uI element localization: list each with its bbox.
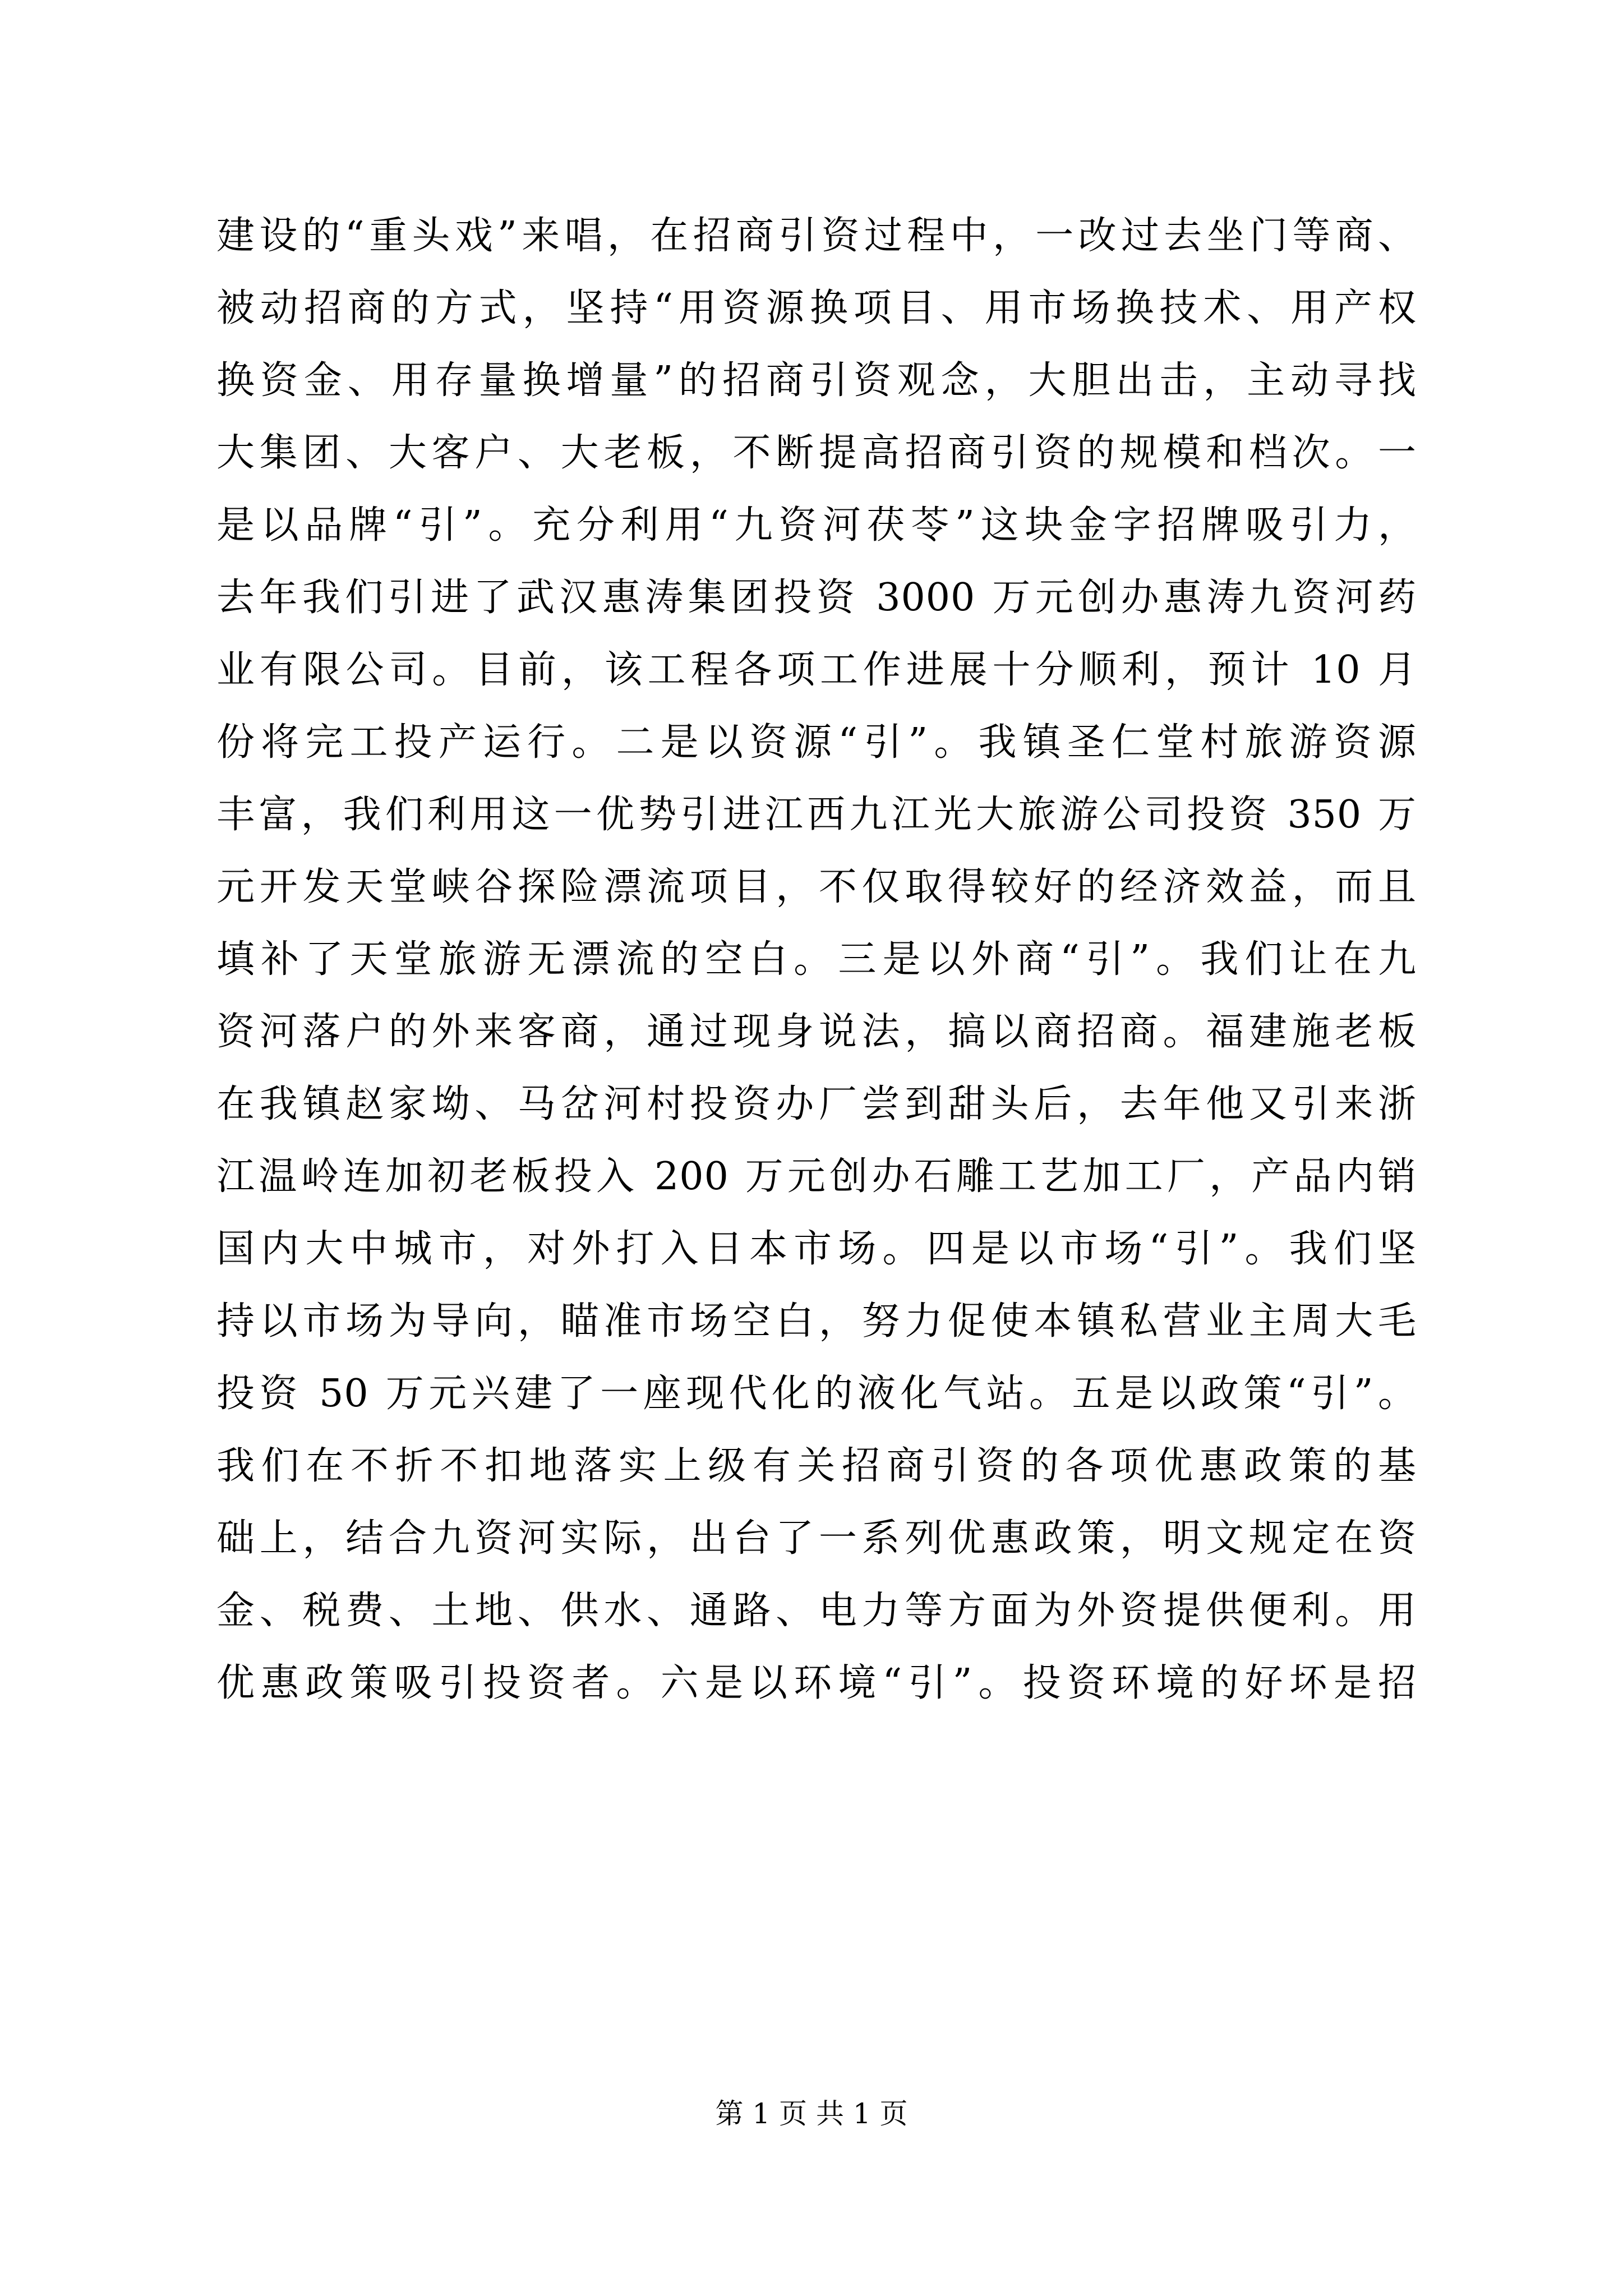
text-line: 江温岭连加初老板投入 200 万元创办石雕工艺加工厂，产品内销 <box>216 1154 1417 1199</box>
text-line: 被动招商的方式，坚持“用资源换项目、用市场换技术、用产权 <box>216 286 1417 330</box>
text-line: 大集团、大客户、大老板，不断提高招商引资的规模和档次。一 <box>216 431 1417 475</box>
text-line: 业有限公司。目前，该工程各项工作进展十分顺利，预计 10 月 <box>216 648 1417 692</box>
text-line: 建设的“重头戏”来唱，在招商引资过程中，一改过去坐门等商、 <box>216 214 1417 258</box>
text-line: 是以品牌“引”。充分利用“九资河茯苓”这块金字招牌吸引力， <box>216 503 1417 547</box>
text-line: 份将完工投产运行。二是以资源“引”。我镇圣仁堂村旅游资源 <box>216 720 1417 765</box>
text-line: 持以市场为导向，瞄准市场空白，努力促使本镇私营业主周大毛 <box>216 1299 1417 1343</box>
body-text <box>216 200 1417 1719</box>
page-footer: 第 1 页 共 1 页 <box>715 2097 908 2130</box>
text-line: 础上，结合九资河实际，出台了一系列优惠政策，明文规定在资 <box>216 1516 1417 1561</box>
text-line: 元开发天堂峡谷探险漂流项目，不仅取得较好的经济效益，而且 <box>216 865 1417 909</box>
text-line: 资河落户的外来客商，通过现身说法，搞以商招商。福建施老板 <box>216 1010 1417 1054</box>
text-line: 在我镇赵家坳、马岔河村投资办厂尝到甜头后，去年他又引来浙 <box>216 1082 1417 1126</box>
text-line: 优惠政策吸引投资者。六是以环境“引”。投资环境的好坏是招 <box>216 1661 1417 1705</box>
text-line: 我们在不折不扣地落实上级有关招商引资的各项优惠政策的基 <box>216 1444 1417 1488</box>
text-line: 去年我们引进了武汉惠涛集团投资 3000 万元创办惠涛九资河药 <box>216 576 1417 620</box>
text-line: 填补了天堂旅游无漂流的空白。三是以外商“引”。我们让在九 <box>216 937 1417 982</box>
text-line: 丰富，我们利用这一优势引进江西九江光大旅游公司投资 350 万 <box>216 793 1417 837</box>
text-line: 金、税费、土地、供水、通路、电力等方面为外资提供便利。用 <box>216 1589 1417 1633</box>
text-line: 投资 50 万元兴建了一座现代化的液化气站。五是以政策“引”。 <box>216 1372 1417 1416</box>
text-line: 换资金、用存量换增量”的招商引资观念，大胆出击，主动寻找 <box>216 358 1417 403</box>
text-line: 国内大中城市，对外打入日本市场。四是以市场“引”。我们坚 <box>216 1227 1417 1271</box>
